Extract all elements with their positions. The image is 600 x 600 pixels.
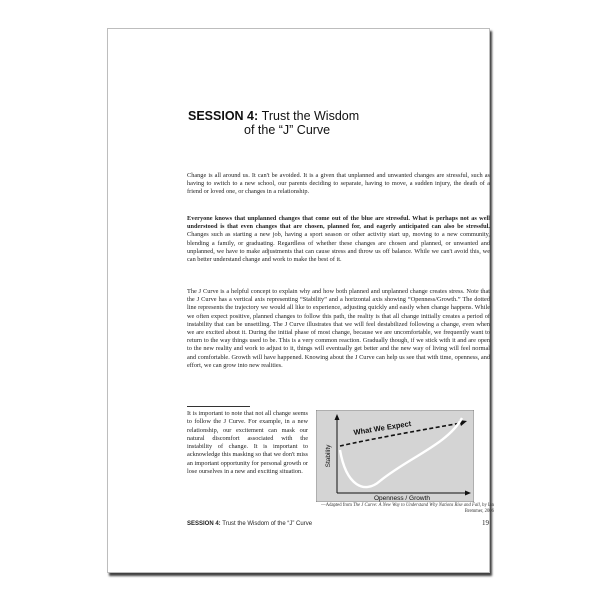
paragraph-2-rest: Changes such as starting a new job, having a sport season or other activity start up, moving to a new community, blending a family, or graduating. Regardless of whether these changes are chosen and planned, or unwanted and unplanned, we have to make adjustments that can cause stress and throw us off balance. While we can't avoid this, we can better understand change and work to make the best of it.	[187, 231, 490, 264]
paragraph-3: The J Curve is a helpful concept to explain why and how both planned and unplanned change creates stress. Note that the J Curve has a vertical axis representing “Stability” and a horizontal axis showing “Openness/Growth.” The dotted line represents the trajectory we would all like to experience, adjusting quickly and easily when change happens. While we often expect positive, planned changes to follow this path, the reality is that all change initially creates a period of instability that can be unsettling. The J Curve illustrates that we will feel destabilized following a change, even when we are excited about it. During the initial phase of most change, because we are uncomfortable, we frequently want to return to the way things used to be. This is a very common reaction. Gradually though, if we stick with it and are open to the new reality and work to adjust to it, things will eventually get better and the new way of living will feel normal and comfortable. Growth will have happened. Knowing about the J Curve can help us see that with time, openness, and effort, we can grow into new realities.	[187, 288, 490, 369]
chart-caption	[312, 503, 494, 515]
j-curve-chart	[316, 410, 474, 502]
title-line-1: Trust the Wisdom	[261, 109, 360, 123]
footer-session-label: SESSION 4:	[187, 521, 221, 527]
sidebar-note: It is important to note that not all change seems to follow the J Curve. For example, in a new relationship, our excitement can mask our natural discomfort associated with the instability of change. It is important to acknowledge this masking so that we don't miss an important opportunity for personal growth or lose ourselves in a new and exciting situation.	[187, 410, 309, 476]
x-axis-label: Openness / Growth	[374, 495, 430, 502]
y-axis-label: Stability	[325, 444, 332, 468]
paragraph-2-bold: Everyone knows that unplanned changes that come out of the blue are stressful. What is perhaps not as well understood is that even changes that are chosen, planned for, and eagerly anticipated can also be stressful.	[187, 215, 490, 231]
page-footer	[187, 520, 490, 528]
sidebar-divider	[187, 406, 250, 407]
paragraph-2	[187, 215, 490, 264]
paragraph-1: Change is all around us. It can't be avoided. It is a given that unplanned and unwanted changes are stressful, such as having to switch to a new school, our parents deciding to separate, having to move, a sudden injury, the death of a friend or loved one, or changes in a relationship.	[187, 172, 490, 196]
title-line-2: of the “J” Curve	[244, 123, 331, 137]
caption-prefix: —Adapted from	[321, 503, 354, 508]
caption-book-title: The J Curve: A New Way to Understand Why Nations Rise and Fall	[353, 503, 480, 508]
series-label-what-we-expect: What We Expect	[352, 418, 412, 437]
caption-suffix: , by Ian Bremmer, 2006	[464, 503, 494, 514]
session-label: SESSION 4:	[188, 109, 259, 123]
footer-title: Trust the Wisdom of the “J” Curve	[220, 521, 313, 527]
document-page	[107, 28, 494, 573]
session-title	[188, 109, 359, 137]
page-number: 19	[482, 519, 489, 527]
